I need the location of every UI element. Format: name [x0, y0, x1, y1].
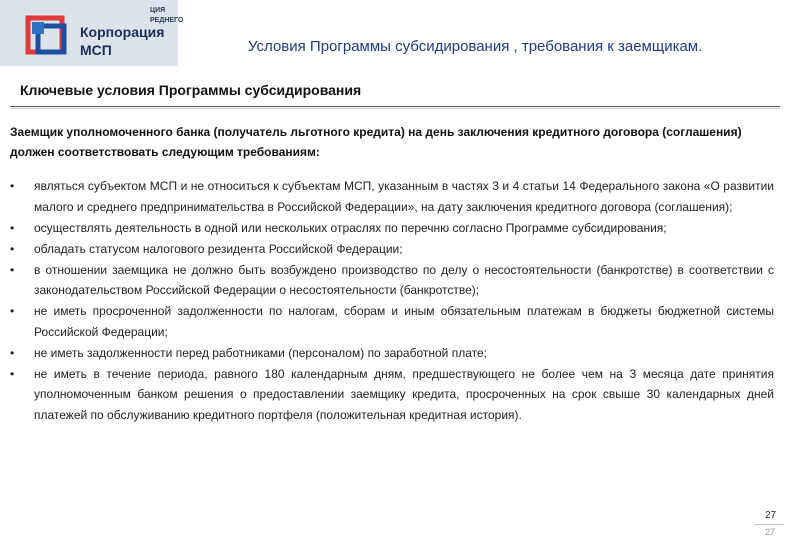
bullet-icon: • — [10, 220, 15, 235]
section-title: Ключевые условия Программы субсидирования — [20, 82, 362, 98]
bullet-icon: • — [10, 345, 15, 360]
list-item-text: осуществлять деятельность в одной или нескольких отраслях по перечню согласно Программе субсидирования; — [34, 220, 667, 235]
logo-background-line2: РЕДНЕГО — [150, 17, 184, 24]
logo-background-text — [150, 0, 230, 40]
logo-name-line2: МСП — [80, 42, 112, 58]
list-item-text: не иметь в течение периода, равного 180 календарным дням, предшествующего не более чем на 3 месяца дате принятия уполномоченным банком решения о предоставлении заемщику кредита, просроченных на срок свыше 30 календарных дней платежей по обслуживанию кредитного портфеля (положительная кредитная история). — [34, 366, 774, 422]
page-title: Условия Программы субсидирования , требования к заемщикам. — [248, 38, 703, 55]
logo-name-line1: Корпорация — [80, 24, 165, 40]
list-item-text: обладать статусом налогового резидента Российской Федерации; — [34, 241, 403, 256]
list-item — [10, 260, 774, 301]
list-item — [10, 301, 774, 342]
bullet-icon: • — [10, 304, 15, 318]
list-item — [10, 176, 774, 217]
page-number-small: 27 — [765, 527, 776, 537]
page-number: 27 — [765, 510, 777, 521]
bullet-icon: • — [10, 241, 15, 256]
requirements-list — [10, 176, 774, 426]
lead-paragraph: Заемщик уполномоченного банка (получатель льготного кредита) на день заключения кредитного договора (соглашения) должен соответствовать следующим требованиям: — [10, 125, 742, 159]
logo-mark-icon — [22, 14, 72, 58]
list-item-text: в отношении заемщика не должно быть возбуждено производство по делу о несостоятельности (банкротстве) в соответствии с законодательством Российской Федерации о несостоятельности (банкротстве); — [34, 262, 774, 297]
list-item-text: являться субъектом МСП и не относиться к субъектам МСП, указанным в частях 3 и 4 статьи 14 Федерального закона «О развитии малого и среднего предпринимательства в Российской Федерации», на дату заключения кредитного договора (соглашения); — [34, 179, 774, 214]
bullet-icon: • — [10, 366, 15, 381]
footer-divider — [754, 524, 784, 525]
list-item — [10, 218, 774, 239]
section-divider-shadow — [10, 108, 780, 109]
logo-background-line1: ЦИЯ — [150, 7, 166, 14]
list-item — [10, 239, 774, 260]
list-item-text: не иметь задолженности перед работниками (персоналом) по заработной плате; — [34, 345, 487, 360]
list-item-text: не иметь просроченной задолженности по налогам, сборам и иным обязательным платежам в бюджеты бюджетной системы Российской Федерации; — [34, 304, 774, 339]
list-item — [10, 343, 774, 364]
list-item — [10, 364, 774, 426]
bullet-icon: • — [10, 179, 15, 193]
bullet-icon: • — [10, 262, 15, 277]
header-band — [0, 0, 800, 68]
section-divider — [10, 106, 780, 107]
